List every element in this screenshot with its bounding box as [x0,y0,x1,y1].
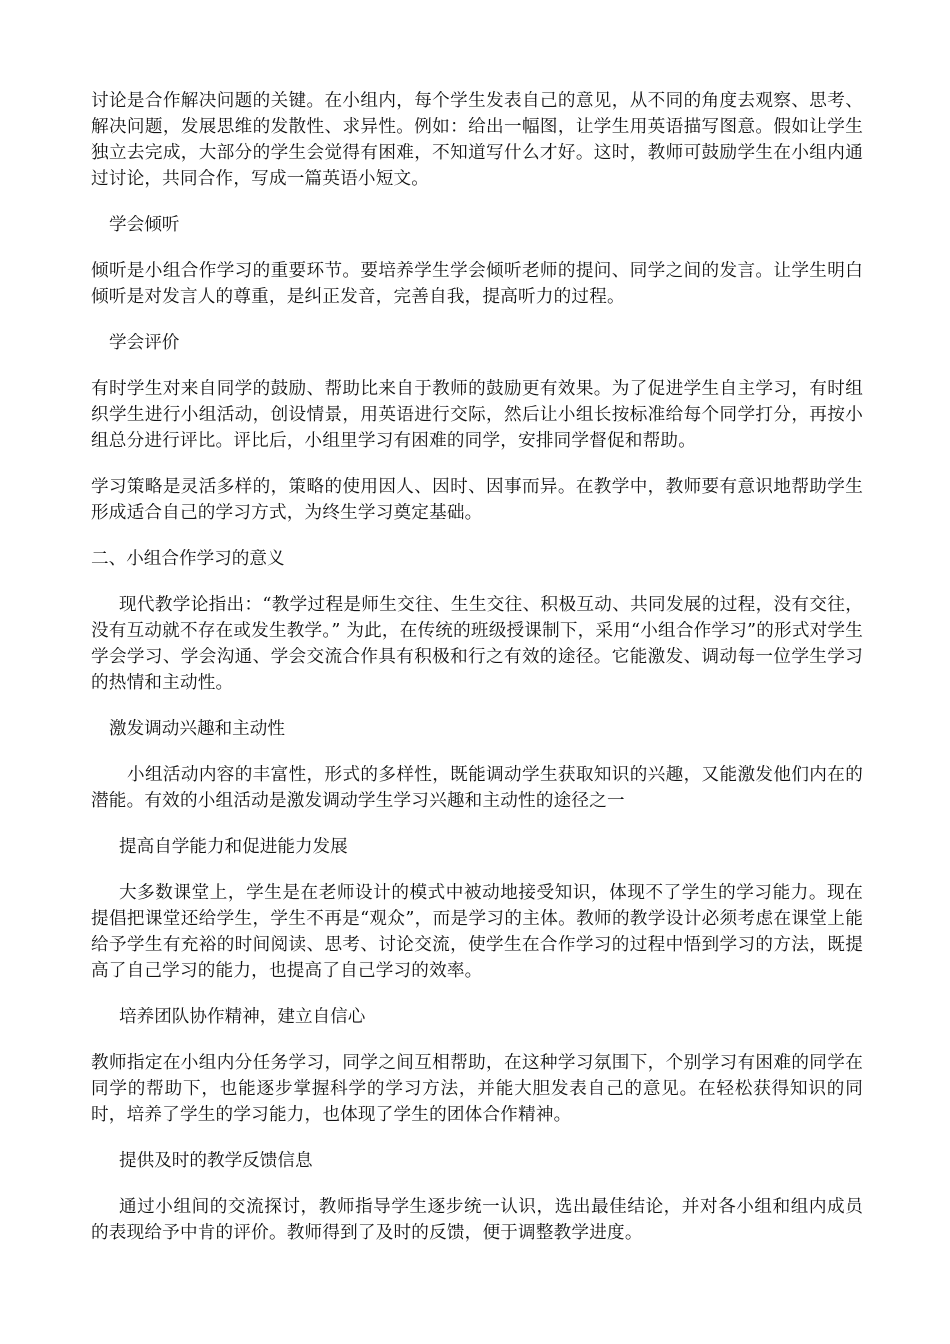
paragraph-evaluation: 有时学生对来自同学的鼓励、帮助比来自于教师的鼓励更有效果。为了促进学生自主学习，有时组织学生进行小组活动，创设情景，用英语进行交际，然后让小组长按标准给每个同学打分，再按小组总分进行评比。评比后，小组里学习有困难的同学，安排同学督促和帮助。 [91,379,863,451]
paragraph-classroom: 大多数课堂上，学生是在老师设计的模式中被动地接受知识，体现不了学生的学习能力。现在提倡把课堂还给学生，学生不再是“观众”，而是学习的主体。教师的教学设计必须考虑在课堂上能给予学生有充裕的时间阅读、思考、讨论交流，使学生在合作学习的过程中悟到学习的方法，既提高了自己学习的能力，也提高了自己学习的效率。 [91,883,863,981]
paragraph-learning-strategy: 学习策略是灵活多样的，策略的使用因人、因时、因事而异。在教学中，教师要有意识地帮助学生形成适合自己的学习方式，为终生学习奠定基础。 [91,477,863,523]
section-heading-significance: 二、小组合作学习的意义 [91,549,285,569]
paragraph-modern-teaching: 现代教学论指出：“教学过程是师生交往、生生交往、积极互动、共同发展的过程，没有交往，没有互动就不存在或发生教学。” 为此，在传统的班级授课制下，采用“小组合作学习”的形式对学生学会学习、学会沟通、学会交流合作具有积极和行之有效的途径。它能激发、调动每一位学生学习的热情和主动性。 [91,595,863,693]
heading-stimulate-interest: 激发调动兴趣和主动性 [109,719,285,739]
paragraph-feedback: 通过小组间的交流探讨，教师指导学生逐步统一认识，选出最佳结论，并对各小组和组内成员的表现给予中肯的评价。教师得到了及时的反馈，便于调整教学进度。 [91,1197,863,1243]
paragraph-teamwork: 教师指定在小组内分任务学习，同学之间互相帮助，在这种学习氛围下，个别学习有困难的同学在同学的帮助下，也能逐步掌握科学的学习方法，并能大胆发表自己的意见。在轻松获得知识的同时，培养了学生的学习能力，也体现了学生的团体合作精神。 [91,1053,863,1125]
heading-feedback: 提供及时的教学反馈信息 [119,1151,313,1171]
paragraph-discussion: 讨论是合作解决问题的关键。在小组内，每个学生发表自己的意见，从不同的角度去观察、思考、解决问题，发展思维的发散性、求异性。例如：给出一幅图，让学生用英语描写图意。假如让学生独立去完成，大部分的学生会觉得有困难，不知道写什么才好。这时，教师可鼓励学生在小组内通过讨论，共同合作，写成一篇英语小短文。 [91,91,863,189]
heading-self-learning: 提高自学能力和促进能力发展 [119,837,348,857]
document-body [91,88,863,1246]
heading-learn-to-listen: 学会倾听 [109,215,180,235]
paragraph-listening: 倾听是小组合作学习的重要环节。要培养学生学会倾听老师的提问、同学之间的发言。让学生明白倾听是对发言人的尊重，是纠正发音，完善自我，提高听力的过程。 [91,261,863,307]
heading-teamwork: 培养团队协作精神，建立自信心 [119,1007,366,1027]
heading-learn-to-evaluate: 学会评价 [109,333,180,353]
paragraph-group-activity: 小组活动内容的丰富性，形式的多样性，既能调动学生获取知识的兴趣，又能激发他们内在的潜能。有效的小组活动是激发调动学生学习兴趣和主动性的途径之一 [91,765,863,811]
